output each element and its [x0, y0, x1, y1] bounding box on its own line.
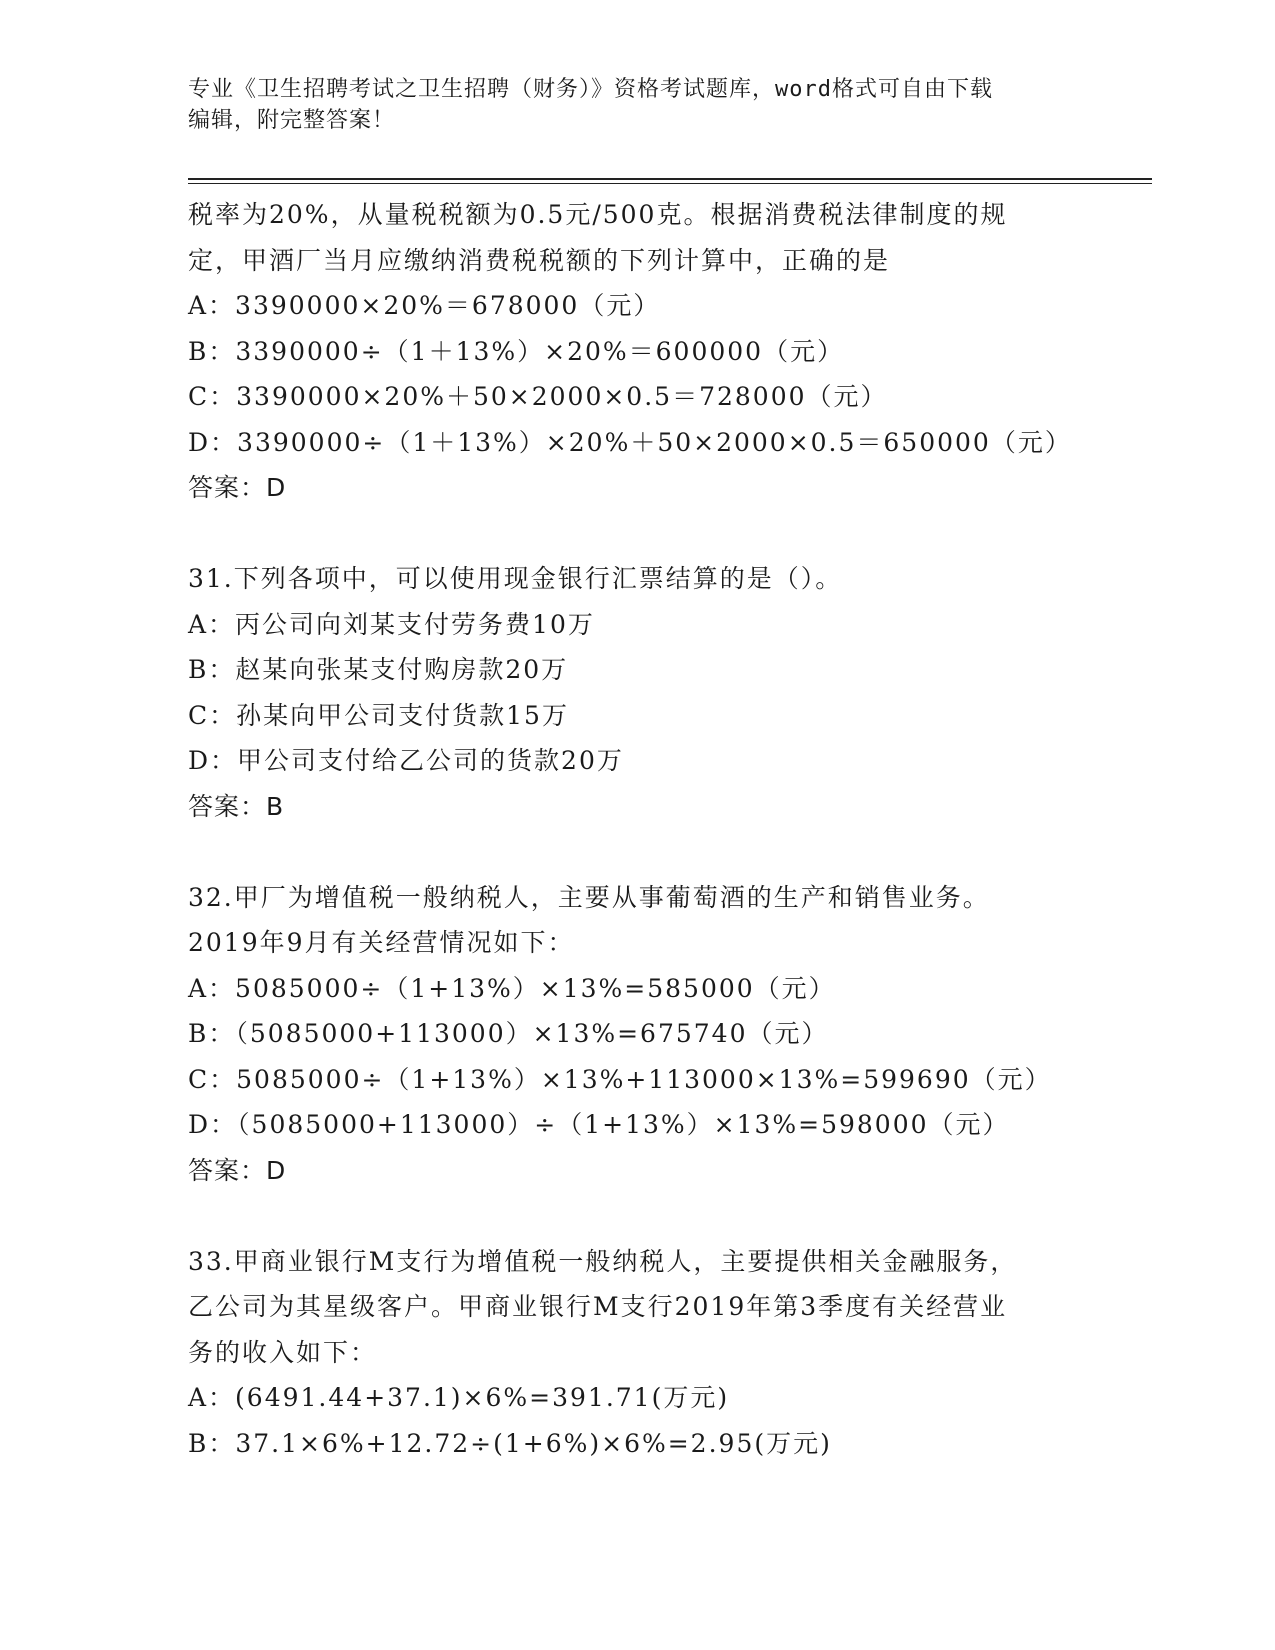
header-divider-thin: [188, 183, 1152, 184]
option-c: C：5085000÷（1+13%）×13%+113000×13%=599690（元）: [188, 1064, 1052, 1094]
spacer: [188, 1193, 1148, 1239]
question-text-line: 税率为20%，从量税税额为0.5元/500克。根据消费税法律制度的规: [188, 200, 1008, 229]
option-b: B：赵某向张某支付购房款20万: [188, 655, 569, 684]
answer-line: 答案：B: [188, 791, 285, 821]
option-a: A：(6491.44+37.1)×6%=391.71(万元): [188, 1383, 730, 1412]
answer-line: 答案：D: [188, 473, 287, 502]
header-line-2: 编辑，附完整答案！: [188, 108, 396, 133]
question-31: [188, 556, 1148, 829]
option-a: A：丙公司向刘某支付劳务费10万: [188, 609, 595, 639]
option-b: B：（5085000+113000）×13%=675740（元）: [188, 1019, 829, 1048]
option-b: B：3390000÷（1＋13%）×20%＝600000（元）: [188, 336, 845, 366]
header-divider-thick: [188, 178, 1152, 180]
option-d: D：甲公司支付给乙公司的货款20万: [188, 746, 624, 775]
question-text-line: 32.甲厂为增值税一般纳税人，主要从事葡萄酒的生产和销售业务。: [188, 882, 990, 912]
option-d: D：3390000÷（1＋13%）×20%＋50×2000×0.5＝650000（元）: [188, 427, 1072, 457]
option-c: C：3390000×20%＋50×2000×0.5＝728000（元）: [188, 382, 888, 411]
question-text-line: 定，甲酒厂当月应缴纳消费税税额的下列计算中，正确的是: [188, 245, 891, 275]
question-text-line: 乙公司为其星级客户。甲商业银行M支行2019年第3季度有关经营业: [188, 1292, 1008, 1321]
document-body: [188, 192, 1148, 1466]
document-header: [188, 74, 1088, 136]
option-a: A：3390000×20%＝678000（元）: [188, 291, 661, 320]
question-text-line: 31.下列各项中，可以使用现金银行汇票结算的是（）。: [188, 564, 843, 593]
question-text-line: 务的收入如下：: [188, 1337, 378, 1367]
option-b: B：37.1×6%+12.72÷(1+6%)×6%=2.95(万元): [188, 1428, 832, 1458]
option-a: A：5085000÷（1+13%）×13%=585000（元）: [188, 973, 836, 1003]
question-30-continuation: [188, 192, 1148, 511]
question-text-line: 2019年9月有关经营情况如下：: [188, 928, 575, 957]
option-d: D：（5085000+113000）÷（1+13%）×13%=598000（元）: [188, 1110, 1010, 1139]
spacer: [188, 829, 1148, 875]
header-line-1: 专业《卫生招聘考试之卫生招聘（财务）》资格考试题库，word格式可自由下载: [188, 77, 993, 102]
question-33: [188, 1239, 1148, 1467]
answer-line: 答案：D: [188, 1155, 287, 1185]
spacer: [188, 511, 1148, 557]
question-text-line: 33.甲商业银行M支行为增值税一般纳税人，主要提供相关金融服务，: [188, 1246, 1018, 1276]
question-32: [188, 875, 1148, 1194]
option-c: C：孙某向甲公司支付货款15万: [188, 700, 569, 730]
